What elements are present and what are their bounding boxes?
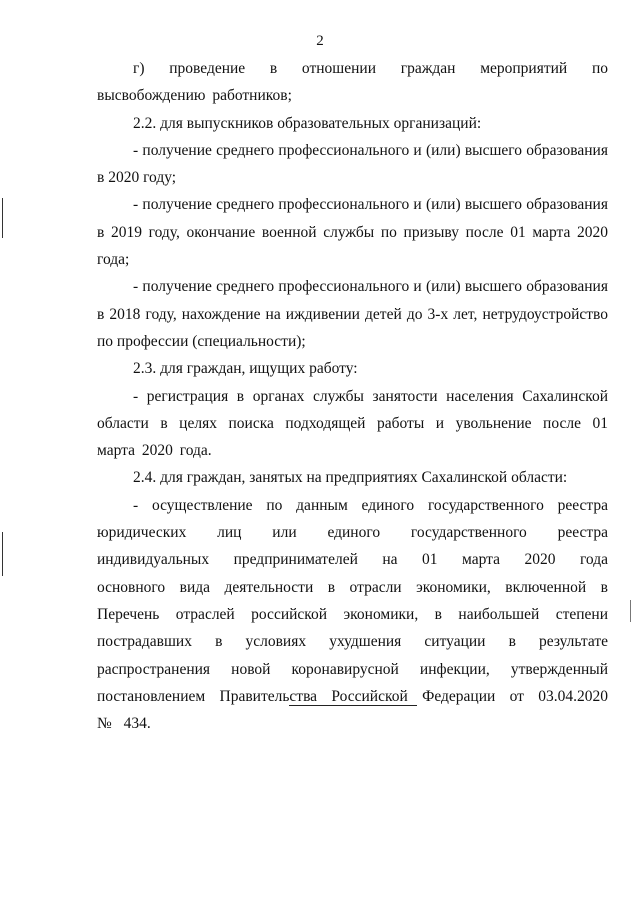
paragraph-graduates-2020: - получение среднего профессионального и (или) высшего образования в 2020 году; (97, 141, 608, 187)
document-body (97, 55, 608, 737)
paragraph-item-g: г) проведение в отношении граждан мероприятий по высвобождению работников; (97, 60, 608, 105)
paragraph-job-seekers: - регистрация в органах службы занятости населения Сахалинской области в целях поиска подходящей работы и увольнение после 01 марта 2020 года. (97, 387, 608, 460)
paragraph-graduates-2018: - получение среднего профессионального и (или) высшего образования в 2018 году, нахождение на иждивении детей до 3-х лет, нетрудоустройство по профессии (специальности); (97, 278, 608, 350)
scan-edge-mark (2, 532, 3, 576)
paragraph-section-2-4: 2.4. для граждан, занятых на предприятиях Сахалинской области: (133, 469, 568, 487)
paragraph-employed-citizens: - осуществление по данным единого государственного реестра юридических лиц или единого государственного реестра индивидуальных предпринимателей на 01 марта 2020 года основного вида деятельности в отрасли экономики, включенной в Перечень отраслей российской экономики, в наибольшей степени пострадавших в условиях ухудшения ситуации в результате распространения новой коронавирусной инфекции, утвержденный постановлением Правительства Российской Федерации от 03.04.2020 № 434. (97, 496, 608, 733)
scan-edge-mark (2, 198, 3, 238)
end-of-text-rule (289, 705, 417, 706)
paragraph-graduates-2019: - получение среднего профессионального и (или) высшего образования в 2019 году, окончание военной службы по призыву после 01 марта 2020 года; (97, 196, 608, 269)
paragraph-section-2-3: 2.3. для граждан, ищущих работу: (133, 360, 358, 378)
page-number: 2 (316, 33, 324, 49)
paragraph-section-2-2: 2.2. для выпускников образовательных организаций: (133, 114, 482, 132)
scan-edge-mark (630, 600, 631, 622)
